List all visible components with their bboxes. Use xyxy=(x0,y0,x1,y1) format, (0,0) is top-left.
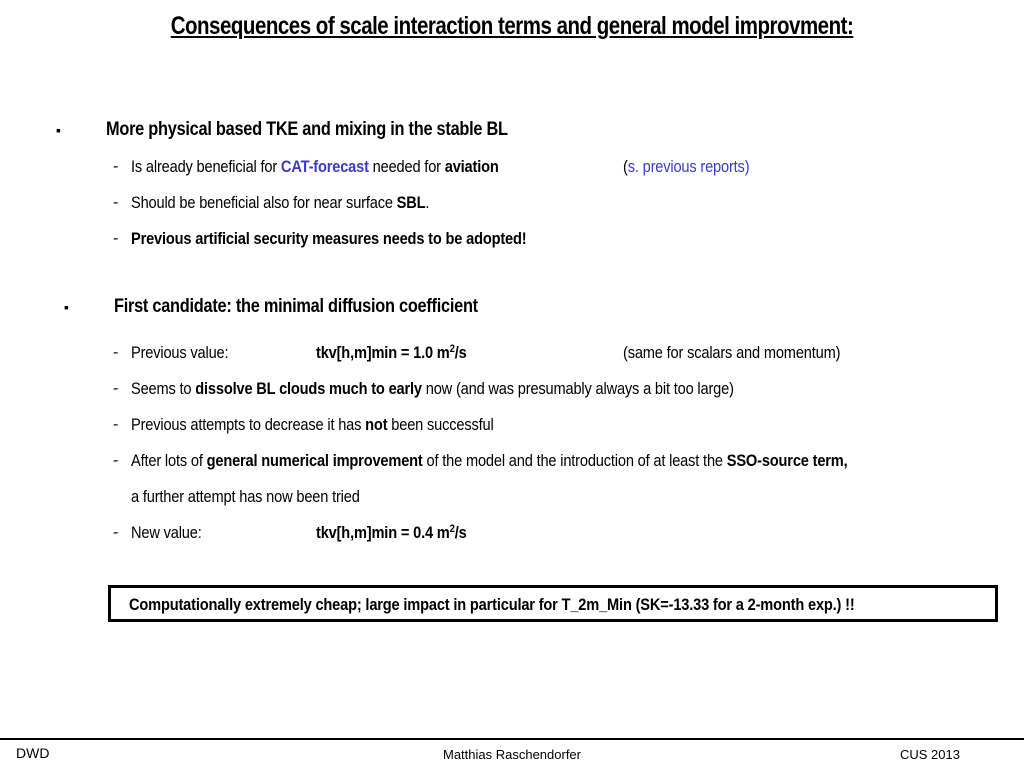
dash-marker: - xyxy=(113,194,119,211)
footer-event: CUS 2013 xyxy=(900,747,960,762)
conclusion-text: Computationally extremely cheap; large impact in particular for T_2m_Min (SK=-13.33 for a 2-month exp.) !! xyxy=(129,595,855,614)
dash-marker: - xyxy=(113,380,119,397)
section1-heading: More physical based TKE and mixing in the stable BL xyxy=(106,119,508,140)
conclusion-box xyxy=(108,585,998,622)
footer-org: DWD xyxy=(16,745,50,761)
section1-item1: Is already beneficial for CAT-forecast needed for aviation xyxy=(131,157,499,176)
previous-value-note: (same for scalars and momentum) xyxy=(623,343,841,362)
bullet-marker: ▪ xyxy=(64,299,69,315)
dash-marker: - xyxy=(113,230,119,247)
section2-item3: Previous attempts to decrease it has not been successful xyxy=(131,415,494,434)
dash-marker: - xyxy=(113,452,119,469)
dash-marker: - xyxy=(113,344,119,361)
section2-heading: First candidate: the minimal diffusion coefficient xyxy=(114,296,478,317)
footer-author: Matthias Raschendorfer xyxy=(442,747,581,762)
dash-marker: - xyxy=(113,416,119,433)
cat-forecast-text: CAT-forecast xyxy=(280,157,369,176)
footer-divider xyxy=(0,738,1024,740)
dash-marker: - xyxy=(113,158,119,175)
new-value: tkv[h,m]min = 0.4 $m^2/s$ xyxy=(316,523,467,542)
section1-item3: Previous artificial security measures needs to be adopted! xyxy=(131,229,527,248)
dash-marker: - xyxy=(113,524,119,541)
previous-value-label: Previous value: xyxy=(131,343,229,362)
section2-item4: After lots of general numerical improvement of the model and the introduction of at least the SSO-source term, xyxy=(131,451,848,470)
new-value-label: New value: xyxy=(131,523,202,542)
previous-value: tkv[h,m]min = 1.0 $m^2/s$ xyxy=(316,343,467,362)
section1-item2: Should be beneficial also for near surface SBL. xyxy=(131,193,430,212)
bullet-marker: ▪ xyxy=(56,122,61,138)
previous-reports-ref: (s. previous reports) xyxy=(623,157,750,176)
section2-item4-continuation: a further attempt has now been tried xyxy=(131,487,360,506)
slide-title: Consequences of scale interaction terms and general model improvment: xyxy=(170,12,854,40)
section2-item2: Seems to dissolve BL clouds much to early now (and was presumably always a bit too large) xyxy=(131,379,734,398)
